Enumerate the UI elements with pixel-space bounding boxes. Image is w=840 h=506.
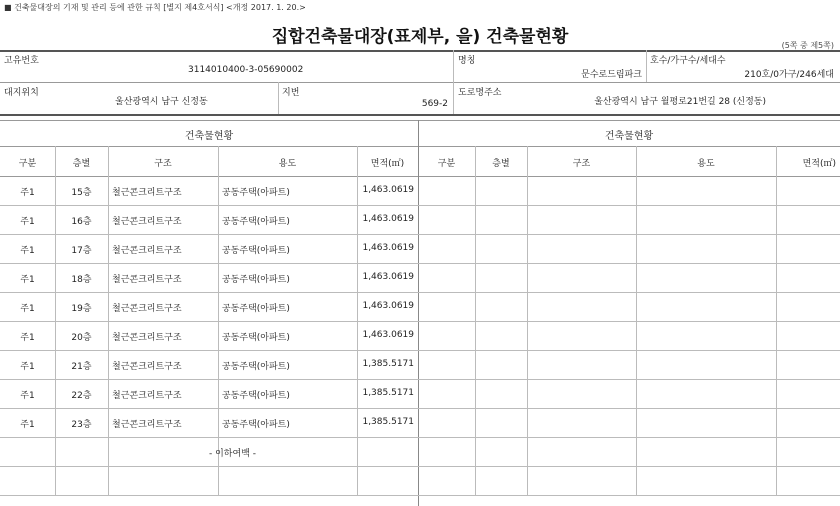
lot-value: 569-2 bbox=[421, 99, 448, 109]
column-header: 면적(㎡) bbox=[370, 159, 405, 169]
table-cell: 철근콘크리트구조 bbox=[112, 420, 182, 430]
column-header: 용도 bbox=[697, 159, 715, 169]
table-cell: 1,463.0619 bbox=[362, 243, 414, 253]
table-cell: 21층 bbox=[71, 362, 92, 372]
table-cell: 19층 bbox=[71, 304, 92, 314]
table-cell: 철근콘크리트구조 bbox=[112, 246, 182, 256]
table-cell: 1,463.0619 bbox=[362, 272, 414, 282]
table-cell: 주1 bbox=[20, 246, 35, 256]
table-cell: 23층 bbox=[71, 420, 92, 430]
column-header: 구분 bbox=[437, 159, 456, 169]
unique-no-label: 고유번호 bbox=[4, 56, 39, 66]
table-cell: 철근콘크리트구조 bbox=[112, 391, 182, 401]
section-title-left: 건축물현황 bbox=[184, 131, 234, 142]
end-note: - 이하여백 - bbox=[209, 449, 256, 459]
household-value: 210호/0가구/246세대 bbox=[744, 70, 834, 80]
table-cell: 주1 bbox=[20, 304, 35, 314]
table-cell: 15층 bbox=[71, 188, 92, 198]
table-cell: 철근콘크리트구조 bbox=[112, 188, 182, 198]
table-cell: 공동주택(아파트) bbox=[222, 188, 290, 198]
table-cell: 1,385.5171 bbox=[362, 359, 414, 369]
table-cell: 철근콘크리트구조 bbox=[112, 304, 182, 314]
household-label: 호수/가구수/세대수 bbox=[650, 56, 726, 66]
column-header: 층별 bbox=[492, 159, 510, 169]
column-header: 구조 bbox=[154, 159, 172, 169]
column-header: 용도 bbox=[278, 159, 297, 169]
location-value: 울산광역시 남구 신정동 bbox=[115, 97, 208, 107]
table-cell: 공동주택(아파트) bbox=[222, 362, 290, 372]
name-label: 명칭 bbox=[458, 56, 476, 66]
road-label: 도로명주소 bbox=[458, 88, 502, 98]
table-cell: 철근콘크리트구조 bbox=[112, 217, 182, 227]
table-cell: 1,463.0619 bbox=[362, 301, 414, 311]
table-cell: 주1 bbox=[20, 362, 35, 372]
table-cell: 철근콘크리트구조 bbox=[112, 333, 182, 343]
table-cell: 1,463.0619 bbox=[362, 185, 414, 195]
lot-label: 지번 bbox=[282, 88, 300, 98]
name-value: 문수로드림파크 bbox=[581, 70, 642, 80]
table-cell: 주1 bbox=[20, 188, 35, 198]
table-cell: 17층 bbox=[71, 246, 92, 256]
table-cell: 공동주택(아파트) bbox=[222, 420, 290, 430]
page-info: (5쪽 중 제5쪽) bbox=[781, 41, 834, 50]
table-cell: 1,463.0619 bbox=[362, 330, 414, 340]
law-note: ■ 건축물대장의 기재 및 관리 등에 관한 규칙 [별지 제4호서식] <개정 2017. 1. 20.> bbox=[4, 3, 306, 12]
table-cell: 공동주택(아파트) bbox=[222, 333, 290, 343]
column-header: 구분 bbox=[18, 159, 37, 169]
table-cell: 철근콘크리트구조 bbox=[112, 362, 182, 372]
table-cell: 1,385.5171 bbox=[362, 417, 414, 427]
table-cell: 주1 bbox=[20, 391, 35, 401]
table-cell: 공동주택(아파트) bbox=[222, 275, 290, 285]
table-cell: 철근콘크리트구조 bbox=[112, 275, 182, 285]
table-cell: 공동주택(아파트) bbox=[222, 246, 290, 256]
table-cell: 1,463.0619 bbox=[362, 214, 414, 224]
table-cell: 18층 bbox=[71, 275, 92, 285]
table-cell: 공동주택(아파트) bbox=[222, 217, 290, 227]
column-header: 층별 bbox=[72, 159, 91, 169]
table-cell: 1,385.5171 bbox=[362, 388, 414, 398]
table-cell: 공동주택(아파트) bbox=[222, 304, 290, 314]
table-cell: 22층 bbox=[71, 391, 92, 401]
page-title: 집합건축물대장(표제부, 을) 건축물현황 bbox=[271, 27, 569, 47]
table-cell: 주1 bbox=[20, 333, 35, 343]
road-value: 울산광역시 남구 월평로21번길 28 (신정동) bbox=[594, 97, 766, 107]
unique-no-value: 3114010400-3-05690002 bbox=[188, 65, 304, 75]
column-header: 구조 bbox=[572, 159, 591, 169]
table-cell: 20층 bbox=[71, 333, 92, 343]
location-label: 대지위치 bbox=[4, 88, 39, 98]
table-cell: 주1 bbox=[20, 275, 35, 285]
table-cell: 공동주택(아파트) bbox=[222, 391, 290, 401]
column-header: 면적(㎡) bbox=[802, 159, 836, 169]
table-cell: 16층 bbox=[71, 217, 92, 227]
table-cell: 주1 bbox=[20, 217, 35, 227]
table-cell: 주1 bbox=[20, 420, 35, 430]
section-title-right: 건축물현황 bbox=[604, 131, 654, 142]
